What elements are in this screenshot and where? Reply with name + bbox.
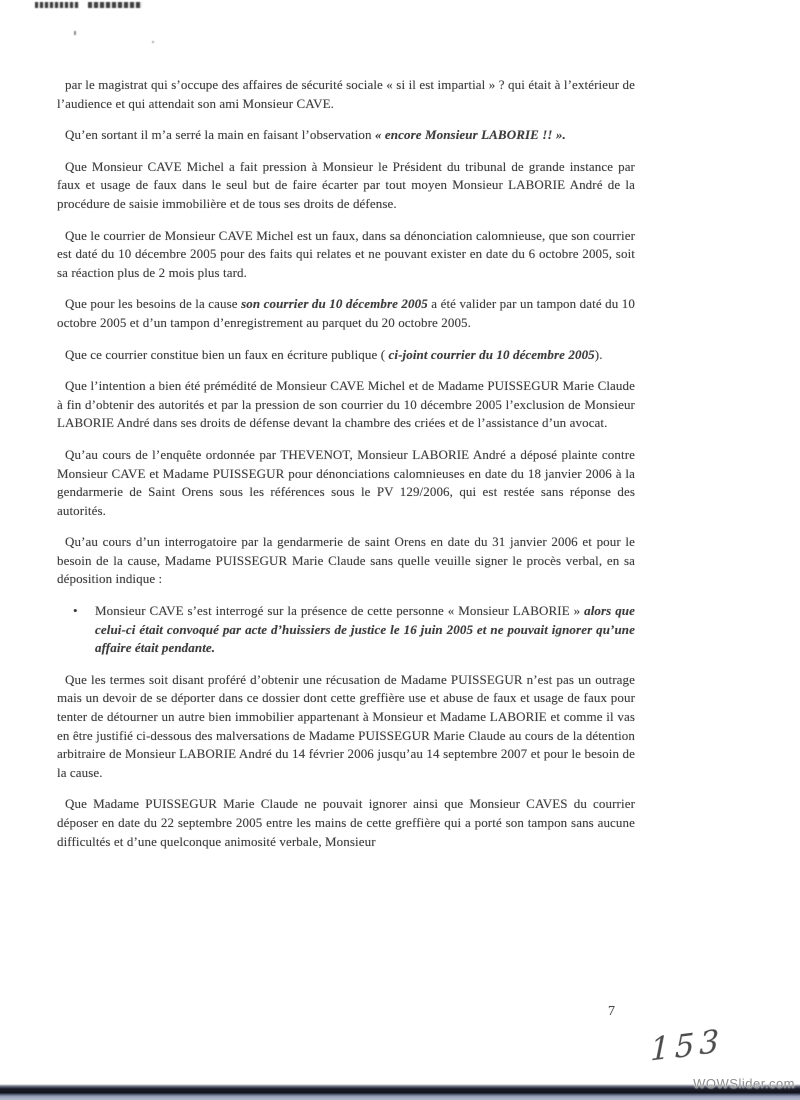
document-body (57, 76, 635, 864)
paragraph-text: Qu’en sortant il m’a serré la main en faisant l’observation (65, 127, 375, 143)
paragraph-text: a été valider par un tampon daté du 10 octobre 2005 et d’un tampon d’enregistrement au parquet du 20 octobre 2005. (57, 296, 636, 330)
paragraph-text: Que pour les besoins de la cause (65, 296, 242, 312)
paragraph (57, 126, 635, 145)
paragraph (57, 227, 635, 283)
slider-bar (0, 1084, 800, 1100)
bullet-list-item (57, 602, 635, 658)
paragraph (57, 377, 635, 433)
watermark-link[interactable]: WOWSlider.com (693, 1076, 795, 1091)
emphasis-text: alors que celui-ci était convoqué par acte d’huissiers de justice le 16 juin 2005 et ne pouvait ignorer qu’une affaire était pendante. (95, 603, 636, 656)
emphasis-text: ci-joint courrier du 10 décembre 2005 (388, 346, 595, 362)
paragraph (57, 533, 635, 589)
emphasis-text: son courrier du 10 décembre 2005 (241, 296, 428, 312)
paragraph-text: ). (594, 346, 603, 362)
scan-artifact (88, 2, 142, 8)
emphasis-text: « encore Monsieur LABORIE !! ». (374, 127, 566, 143)
paragraph-text: Que ce courrier constitue bien un faux en écriture publique ( (65, 346, 389, 362)
paragraph (57, 671, 635, 783)
scan-artifact (152, 41, 154, 43)
paragraph (57, 346, 635, 365)
scan-artifact (74, 31, 76, 35)
bullet-icon: • (73, 603, 78, 619)
paragraph (57, 446, 635, 520)
paragraph-text: Que le courrier de Monsieur CAVE Michel est un faux, dans sa dénonciation calomnieuse, que son courrier est daté du 10 décembre 2005 pour des faits qui relates et ne pouvant exister en date du 6 octobre 2005, soit sa réaction plus de 2 mois plus tard. (57, 227, 635, 280)
paragraph (57, 76, 635, 113)
scan-artifact (35, 2, 79, 8)
paragraph-text: Que l’intention a bien été prémédité de Monsieur CAVE Michel et de Madame PUISSEGUR Marie Claude à fin d’obtenir des autorités et par la pression de son courrier du 10 décembre 2005 l’exclusion de Monsieur LABORIE André dans ses droits de défense devant la chambre des criées et de l’assistance d’un avocat. (57, 378, 635, 431)
paragraph-text: Monsieur CAVE s’est interrogé sur la présence de cette personne « Monsieur LABORIE » (95, 603, 585, 619)
page-number: 7 (608, 1004, 615, 1019)
paragraph-text: par le magistrat qui s’occupe des affaires de sécurité sociale « si il est impartial » ? qui était à l’extérieur de l’audience et qui attendait son ami Monsieur CAVE. (57, 77, 635, 111)
paragraph-text: Que les termes soit disant proféré d’obtenir une récusation de Madame PUISSEGUR n’est pas un outrage mais un devoir de se déporter dans ce dossier dont cette greffière use et abuse de faux et usage de faux pour tenter de détourner un autre bien immobilier appartenant à Monsieur et Madame LABORIE et comme il vas en être justifié ci-dessous des malversations de Madame PUISSEGUR Marie Claude au cours de la détention arbitraire de Monsieur LABORIE André du 14 février 2006 jusqu’au 14 septembre 2007 et pour le besoin de la cause. (57, 671, 635, 780)
paragraph-text: Que Monsieur CAVE Michel a fait pression à Monsieur le Président du tribunal de grande instance par faux et usage de faux dans le seul but de faire écarter par tout moyen Monsieur LABORIE André de la procédure de saisie immobilière et de tous ses droits de défense. (57, 158, 635, 211)
handwritten-page-number: 153 (649, 1023, 725, 1069)
paragraph-text: Qu’au cours d’un interrogatoire par la gendarmerie de saint Orens en date du 31 janvier 2006 et pour le besoin de la cause, Madame PUISSEGUR Marie Claude sans quelle veuille signer le procès verbal, en sa déposition indique : (57, 534, 635, 587)
paragraph (57, 295, 635, 332)
paragraph (57, 158, 635, 214)
paragraph-text: Que Madame PUISSEGUR Marie Claude ne pouvait ignorer ainsi que Monsieur CAVES du courrier déposer en date du 22 septembre 2005 entre les mains de cette greffière qui a porté son tampon sans aucune difficultés et d’une quelconque animosité verbale, Monsieur (57, 796, 635, 849)
paragraph (95, 602, 635, 658)
paragraph (57, 795, 635, 851)
paragraph-text: Qu’au cours de l’enquête ordonnée par THEVENOT, Monsieur LABORIE André a déposé plainte contre Monsieur CAVE et Madame PUISSEGUR pour dénonciations calomnieuses en date du 18 janvier 2006 à la gendarmerie de Saint Orens sous les références sous le PV 129/2006, qui est restée sans réponse des autorités. (57, 446, 635, 518)
